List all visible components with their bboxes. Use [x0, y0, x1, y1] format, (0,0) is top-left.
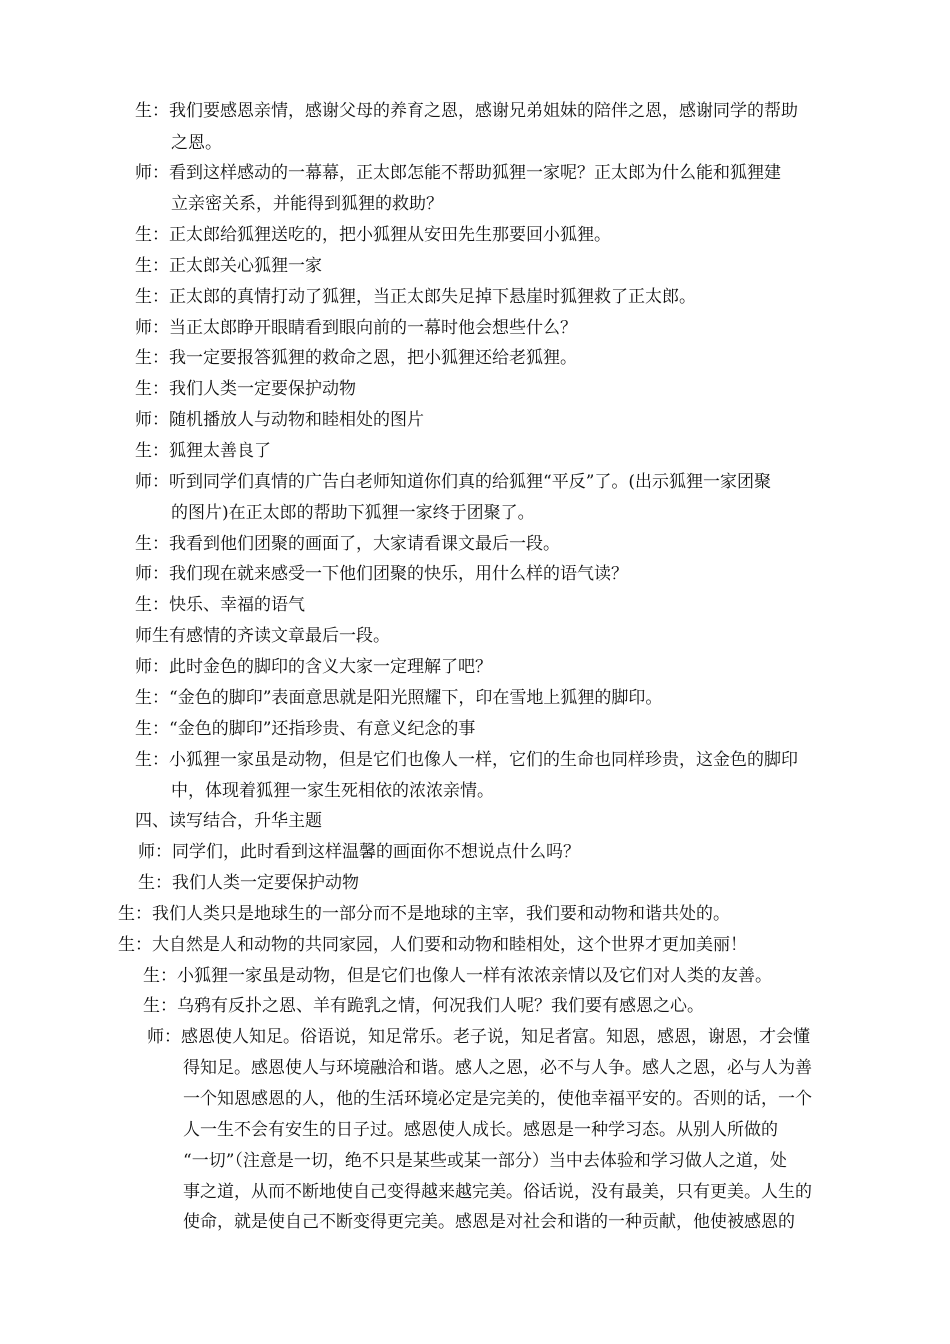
text-line: 生：我们人类只是地球生的一部分而不是地球的主宰，我们要和动物和谐共处的。	[118, 904, 730, 924]
text-line: 生：我们要感恩亲情，感谢父母的养育之恩，感谢兄弟姐妹的陪伴之恩，感谢同学的帮助	[135, 101, 798, 121]
text-line: 师：感恩使人知足。俗语说，知足常乐。老子说，知足者富。知恩，感恩，谢恩，才会懂	[147, 1027, 810, 1047]
text-line: 生：大自然是人和动物的共同家园，人们要和动物和睦相处，这个世界才更加美丽！	[118, 935, 747, 955]
text-line: “一切”（注意是一切，绝不只是某些或某一部分）当中去体验和学习做人之道，处	[183, 1151, 787, 1171]
text-line: 师生有感情的齐读文章最后一段。	[135, 626, 390, 646]
text-line: 中，体现着狐狸一家生死相依的浓浓亲情。	[171, 781, 494, 801]
text-line: 生：小狐狸一家虽是动物，但是它们也像人一样，它们的生命也同样珍贵，这金色的脚印	[135, 750, 798, 770]
text-line: 生：正太郎关心狐狸一家	[135, 256, 322, 276]
text-line: 师：随机播放人与动物和睦相处的图片	[135, 410, 424, 430]
text-line: 得知足。感恩使人与环境融洽和谐。感人之恩，必不与人争。感人之恩，必与人为善	[183, 1058, 812, 1078]
text-line: 师：此时金色的脚印的含义大家一定理解了吧？	[135, 657, 492, 677]
text-line: 的图片)在正太郎的帮助下狐狸一家终于团聚了。	[171, 503, 535, 523]
text-line: 师：同学们，此时看到这样温馨的画面你不想说点什么吗？	[138, 842, 580, 862]
text-line: 生：狐狸太善良了	[135, 441, 271, 461]
text-line: 使命，就是使自己不断变得更完美。感恩是对社会和谐的一种贡献，他使被感恩的	[183, 1212, 795, 1232]
text-line: 生：我一定要报答狐狸的救命之恩，把小狐狸还给老狐狸。	[135, 348, 577, 368]
text-line: 师：当正太郎睁开眼睛看到眼向前的一幕时他会想些什么？	[135, 318, 577, 338]
section-heading: 四、读写结合，升华主题	[135, 811, 322, 831]
text-line: 生：正太郎给狐狸送吃的，把小狐狸从安田先生那要回小狐狸。	[135, 225, 611, 245]
text-line: 生：快乐、幸福的语气	[135, 595, 305, 615]
text-line: 生：我看到他们团聚的画面了，大家请看课文最后一段。	[135, 534, 560, 554]
text-line: 生：“金色的脚印”还指珍贵、有意义纪念的事	[135, 719, 476, 739]
text-line: 生：“金色的脚印”表面意思就是阳光照耀下，印在雪地上狐狸的脚印。	[135, 688, 663, 708]
text-line: 生：正太郎的真情打动了狐狸，当正太郎失足掉下悬崖时狐狸救了正太郎。	[135, 287, 696, 307]
text-line: 生：我们人类一定要保护动物	[135, 379, 356, 399]
text-line: 生：小狐狸一家虽是动物，但是它们也像人一样有浓浓亲情以及它们对人类的友善。	[143, 966, 772, 986]
text-line: 生：我们人类一定要保护动物	[138, 873, 359, 893]
text-line: 之恩。	[171, 133, 222, 153]
text-line: 师：我们现在就来感受一下他们团聚的快乐，用什么样的语气读？	[135, 564, 628, 584]
text-line: 事之道，从而不断地使自己变得越来越完美。俗话说，没有最美，只有更美。人生的	[183, 1182, 812, 1202]
text-line: 人一生不会有安生的日子过。感恩使人成长。感恩是一种学习态。从别人所做的	[183, 1120, 778, 1140]
text-line: 一个知恩感恩的人，他的生活环境必定是完美的，使他幸福平安的。否则的话，一个	[183, 1089, 812, 1109]
text-line: 师：听到同学们真情的广告白老师知道你们真的给狐狸“平反”了。(出示狐狸一家团聚	[135, 472, 772, 492]
text-line: 师：看到这样感动的一幕幕，正太郎怎能不帮助狐狸一家呢？正太郎为什么能和狐狸建	[135, 163, 781, 183]
text-line: 立亲密关系，并能得到狐狸的救助？	[171, 194, 443, 214]
text-line: 生：乌鸦有反扑之恩、羊有跪乳之情，何况我们人呢？我们要有感恩之心。	[143, 996, 704, 1016]
